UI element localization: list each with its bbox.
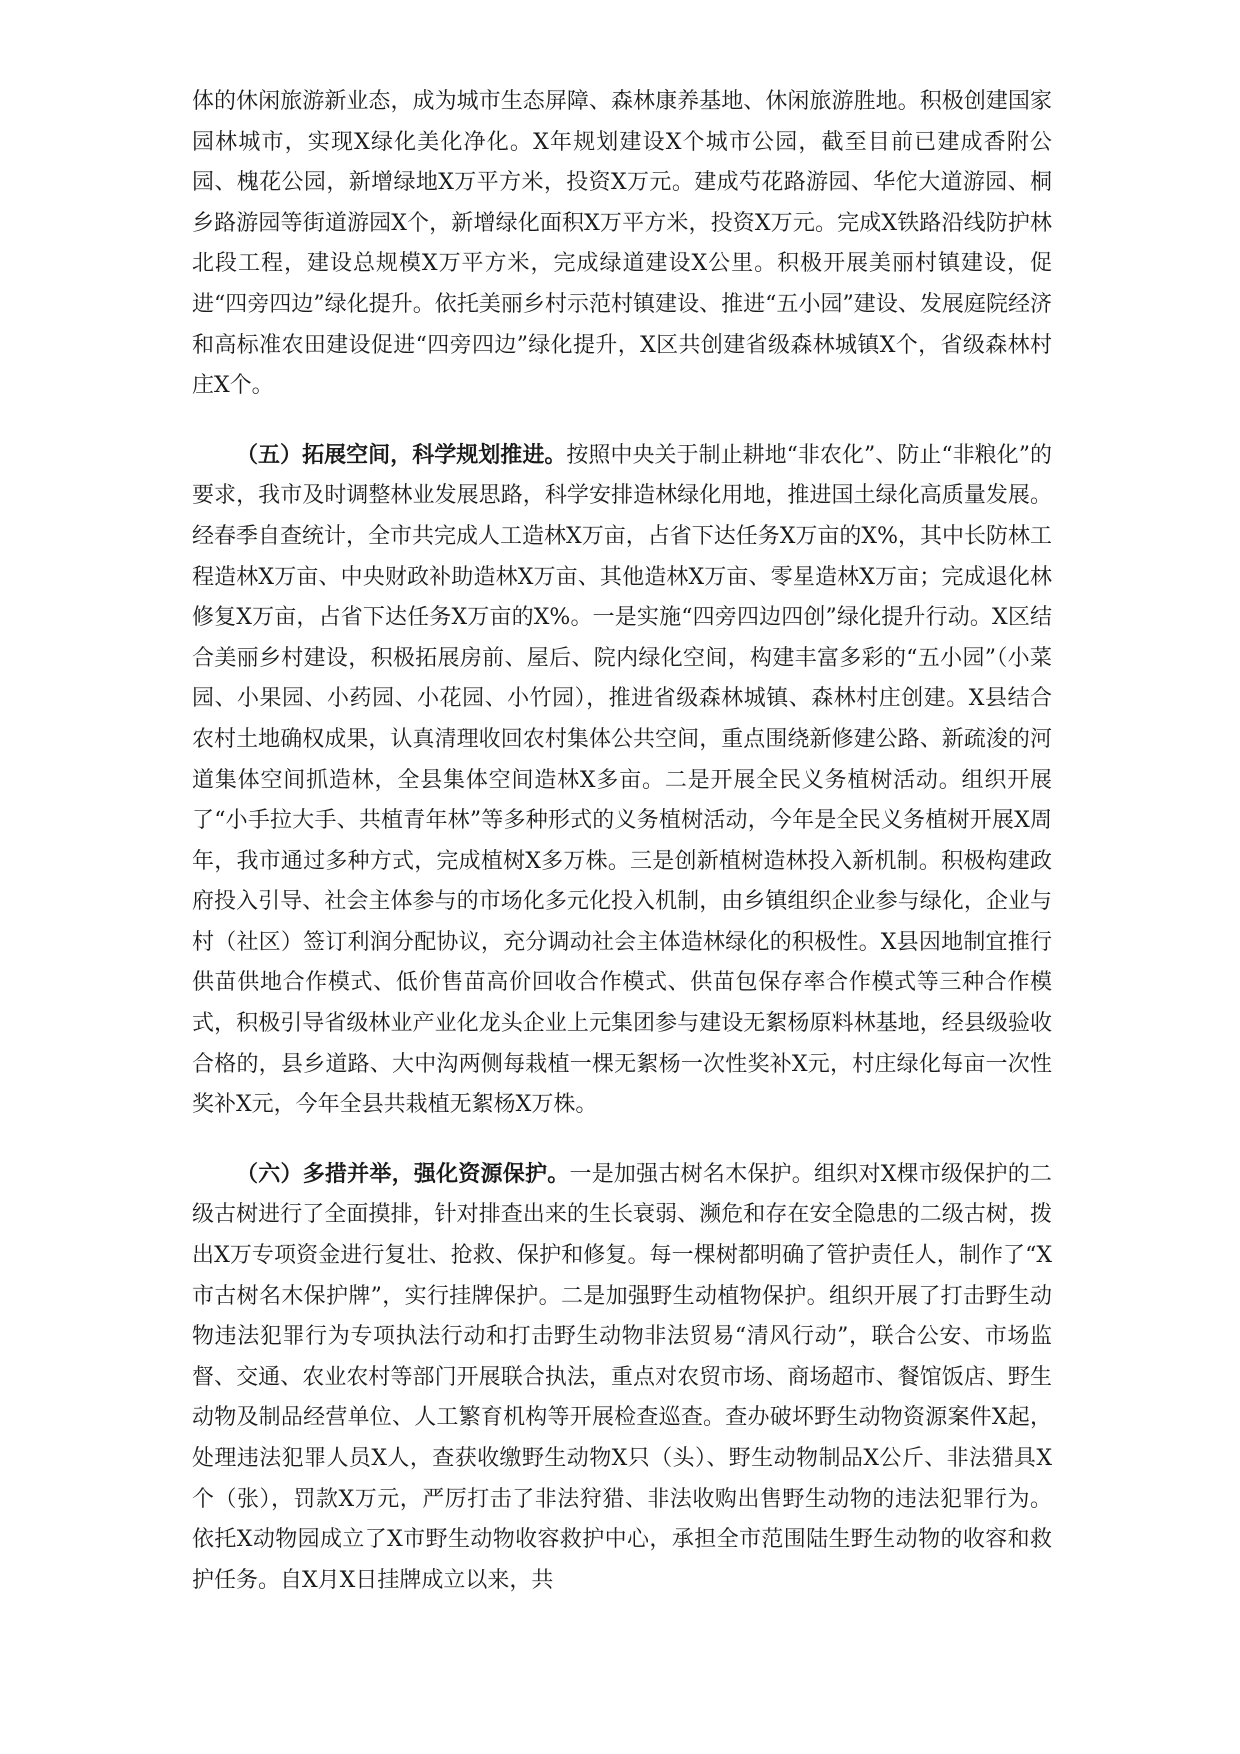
section-heading: （六）多措并举，强化资源保护。 [236,1160,570,1187]
paragraph-text: 按照中央关于制止耕地“非农化”、防止“非粮化”的要求，我市及时调整林业发展思路，科学安排造林绿化用地，推进国土绿化高质量发展。经春季自查统计，全市共完成人工造林X万亩，占省下达任务X万亩的X%，其中长防林工程造林X万亩、中央财政补助造林X万亩、其他造林X万亩、零星造林X万亩；完成退化林修复X万亩，占省下达任务X万亩的X%。一是实施“四旁四边四创”绿化提升行动。X区结合美丽乡村建设，积极拓展房前、屋后、院内绿化空间，构建丰富多彩的“五小园”（小菜园、小果园、小药园、小花园、小竹园），推进省级森林城镇、森林村庄创建。X县结合农村土地确权成果，认真清理收回农村集体公共空间，重点围绕新修建公路、新疏浚的河道集体空间抓造林，全县集体空间造林X多亩。二是开展全民义务植树活动。组织开展了“小手拉大手、共植青年林”等多种形式的义务植树活动，今年是全民义务植树开展X周年，我市通过多种方式，完成植树X多万株。三是创新植树造林投入新机制。积极构建政府投入引导、社会主体参与的市场化多元化投入机制，由乡镇组织企业参与绿化，企业与村（社区）签订利润分配协议，充分调动社会主体造林绿化的积极性。X县因地制宜推行供苗供地合作模式、低价售苗高价回收合作模式、供苗包保存率合作模式等三种合作模式，积极引导省级林业产业化龙头企业上元集团参与建设无絮杨原料林基地，经县级验收合格的，县乡道路、大中沟两侧每栽植一棵无絮杨一次性奖补X元，村庄绿化每亩一次性奖补X元，今年全县共栽植无絮杨X万株。 [192,442,1052,1118]
paragraph-section-5 [192,435,1052,1126]
document-body [192,82,1052,1601]
paragraph-text: 体的休闲旅游新业态，成为城市生态屏障、森林康养基地、休闲旅游胜地。积极创建国家园林城市，实现X绿化美化净化。X年规划建设X个城市公园，截至目前已建成香附公园、槐花公园，新增绿地X万平方米，投资X万元。建成芍花路游园、华佗大道游园、桐乡路游园等街道游园X个，新增绿化面积X万平方米，投资X万元。完成X铁路沿线防护林北段工程，建设总规模X万平方米，完成绿道建设X公里。积极开展美丽村镇建设，促进“四旁四边”绿化提升。依托美丽乡村示范村镇建设、推进“五小园”建设、发展庭院经济和高标准农田建设促进“四旁四边”绿化提升，X区共创建省级森林城镇X个，省级森林村庄X个。 [192,89,1052,399]
paragraph-continuation [192,82,1052,407]
paragraph-text: 一是加强古树名木保护。组织对X棵市级保护的二级古树进行了全面摸排，针对排查出来的生长衰弱、濒危和存在安全隐患的二级古树，拨出X万专项资金进行复壮、抢救、保护和修复。每一棵树都明确了管护责任人，制作了“X市古树名木保护牌”，实行挂牌保护。二是加强野生动植物保护。组织开展了打击野生动物违法犯罪行为专项执法行动和打击野生动物非法贸易“清风行动”，联合公安、市场监督、交通、农业农村等部门开展联合执法，重点对农贸市场、商场超市、餐馆饭店、野生动物及制品经营单位、人工繁育机构等开展检查巡查。查办破坏野生动物资源案件X起，处理违法犯罪人员X人，查获收缴野生动物X只（头）、野生动物制品X公斤、非法猎具X个（张），罚款X万元，严厉打击了非法狩猎、非法收购出售野生动物的违法犯罪行为。依托X动物园成立了X市野生动物收容救护中心，承担全市范围陆生野生动物的收容和救护任务。自X月X日挂牌成立以来，共 [192,1161,1052,1593]
paragraph-section-6 [192,1154,1052,1602]
section-heading: （五）拓展空间，科学规划推进。 [236,441,567,468]
